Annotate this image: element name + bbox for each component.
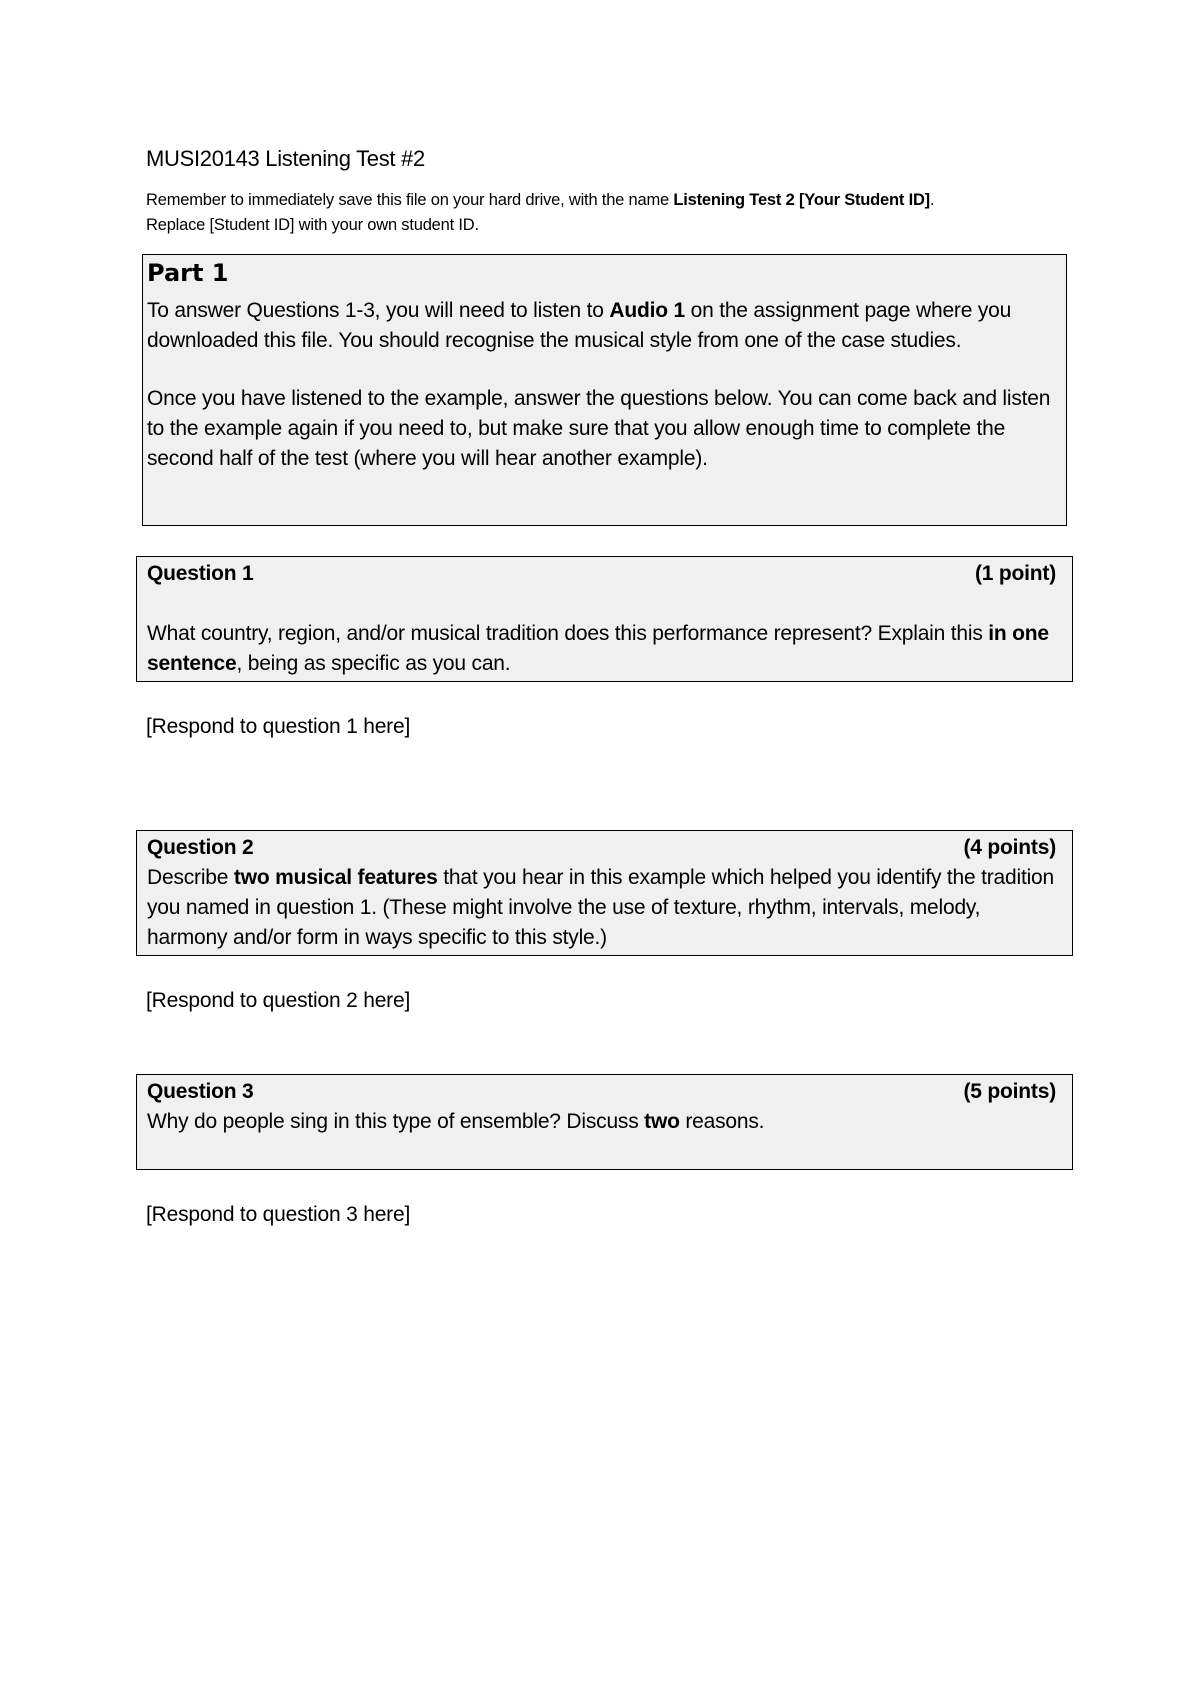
part-1-paragraph-2: Once you have listened to the example, answer the questions below. You can come back and listen to the example again if you need to, but make sure that you allow enough time to complete the second half of the test (where you will hear another example). xyxy=(147,387,1051,470)
question-2-header xyxy=(147,833,1056,863)
save-instructions xyxy=(146,188,1076,238)
question-2-response[interactable]: [Respond to question 2 here] xyxy=(146,989,411,1012)
file-name-format: Listening Test 2 [Your Student ID] xyxy=(673,191,930,209)
save-instructions-text: Remember to immediately save this file on your hard drive, with the name xyxy=(146,191,674,209)
question-3-box xyxy=(136,1074,1073,1170)
question-1-text xyxy=(147,619,1056,679)
save-instructions-period: . xyxy=(929,191,935,209)
document-title: MUSI20143 Listening Test #2 xyxy=(146,146,425,171)
question-1-text-end: , being as specific as you can. xyxy=(236,652,511,675)
audio-1-reference: Audio 1 xyxy=(609,299,685,322)
question-3-text-start: Why do people sing in this type of ensemble? Discuss xyxy=(147,1110,645,1133)
question-3-text xyxy=(147,1107,1056,1137)
question-2-box xyxy=(136,830,1073,956)
part-1-paragraph-1-rest: on the assignment page where you downloaded this file. You should recognise the musical style from one of the case studies. xyxy=(147,299,1012,352)
question-1-emphasis: in one sentence xyxy=(147,622,1049,675)
question-3-header xyxy=(147,1077,1056,1107)
part-1-heading: Part 1 xyxy=(147,259,229,287)
part-1-paragraph-1 xyxy=(147,296,1066,356)
question-1-box xyxy=(136,556,1073,682)
part-1-paragraph-1-text: To answer Questions 1-3, you will need to listen to xyxy=(147,299,610,322)
question-3-points: (5 points) xyxy=(963,1080,1056,1103)
question-1-header xyxy=(147,559,1056,589)
question-2-text-start: Describe xyxy=(147,866,234,889)
question-3-label: Question 3 xyxy=(147,1080,254,1103)
question-1-text-start: What country, region, and/or musical tradition does this performance represent? Explain this xyxy=(147,622,989,645)
question-2-label: Question 2 xyxy=(147,836,254,859)
student-id-instruction: Replace [Student ID] with your own student ID. xyxy=(146,216,479,234)
question-2-text-end: that you hear in this example which helped you identify the tradition you named in question 1. (These might involve the use of texture, rhythm, intervals, melody, harmony and/or form in ways specific to this style.) xyxy=(147,866,1055,949)
question-1-points: (1 point) xyxy=(974,562,1056,585)
question-3-text-end: reasons. xyxy=(679,1110,765,1133)
question-1-label: Question 1 xyxy=(147,562,254,585)
part-1-box xyxy=(142,254,1067,526)
question-2-points: (4 points) xyxy=(963,836,1056,859)
question-3-response[interactable]: [Respond to question 3 here] xyxy=(146,1203,411,1226)
question-3-emphasis: two xyxy=(644,1110,680,1133)
question-1-response[interactable]: [Respond to question 1 here] xyxy=(146,715,411,738)
question-2-text xyxy=(147,863,1056,953)
question-2-emphasis: two musical features xyxy=(233,866,438,889)
